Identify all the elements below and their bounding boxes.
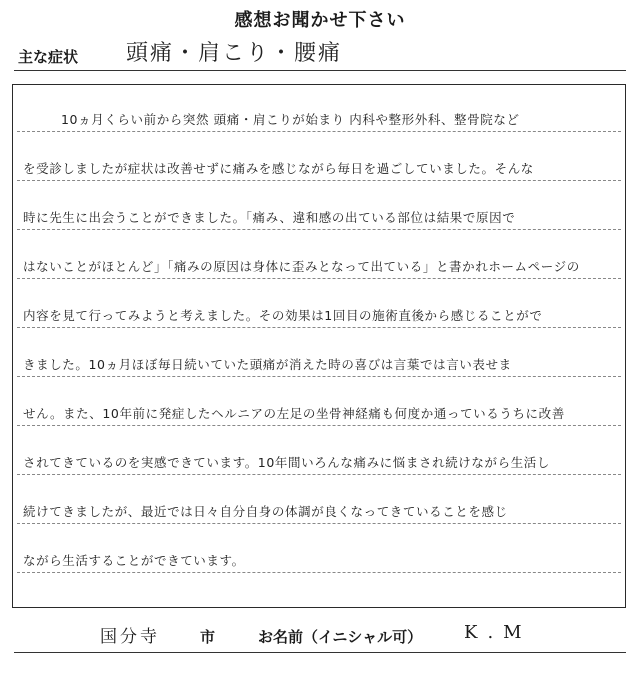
form-title: 感想お聞かせ下さい (234, 10, 406, 31)
ruled-line (17, 131, 621, 132)
comment-line-3: 時に先生に出会うことができました。「痛み、違和感の出ている部位は結果で原因で (23, 210, 516, 225)
name-value: K.M (464, 622, 532, 643)
comment-box (12, 84, 626, 608)
ruled-line (17, 425, 621, 426)
comment-line-9: 続けてきましたが、最近では日々自分自身の体調が良くなってきていることを感じ (23, 504, 508, 519)
ruled-line (17, 523, 621, 524)
ruled-line (17, 474, 621, 475)
comment-line-6: きました。10ヵ月ほぼ毎日続いていた頭痛が消えた時の喜びは言葉では言い表せま (23, 357, 512, 372)
signature-row (14, 618, 626, 658)
signature-underline (14, 652, 626, 653)
symptoms-row (14, 36, 626, 71)
comment-line-1: 10ヵ月くらい前から突然 頭痛・肩こりが始まり 内科や整形外科、整骨院など (61, 112, 520, 127)
comment-line-7: せん。また、10年前に発症したヘルニアの左足の坐骨神経痛も何度か通っているうちに改善 (23, 406, 565, 421)
ruled-line (17, 180, 621, 181)
comment-line-10: ながら生活することができています。 (23, 553, 245, 568)
comment-line-2: を受診しましたが症状は改善せずに痛みを感じながら毎日を過ごしていました。そんな (23, 161, 534, 176)
city-value: 国分寺 (100, 627, 160, 647)
ruled-line (17, 327, 621, 328)
name-label: お名前（イニシャル可） (258, 628, 423, 646)
ruled-line (17, 376, 621, 377)
ruled-line (17, 572, 621, 573)
city-label: 市 (200, 628, 216, 646)
ruled-line (17, 278, 621, 279)
comment-line-8: されてきているのを実感できています。10年間いろんな痛みに悩まされ続けながら生活し (23, 455, 551, 470)
symptoms-value: 頭痛・肩こり・腰痛 (126, 41, 343, 66)
comment-line-4: はないことがほとんど」「痛みの原因は身体に歪みとなって出ている」と書かれホームページの (23, 259, 580, 274)
symptoms-label: 主な症状 (18, 48, 79, 66)
comment-line-5: 内容を見て行ってみようと考えました。その効果は1回目の施術直後から感じることがで (23, 308, 543, 323)
ruled-line (17, 229, 621, 230)
